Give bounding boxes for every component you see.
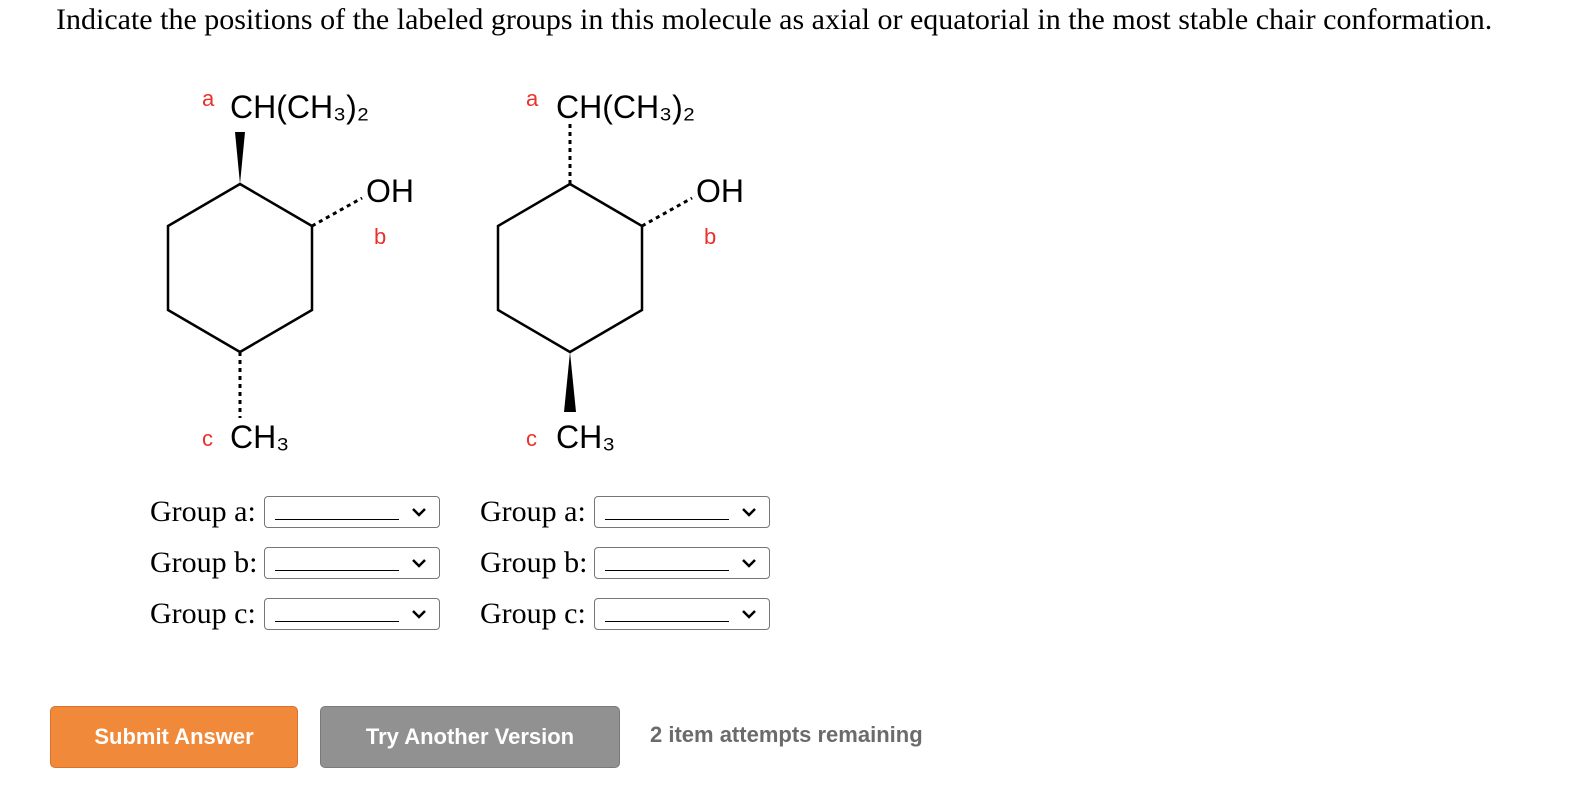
group-a-select-2[interactable] (594, 496, 770, 528)
group-c-row-1 (150, 596, 440, 632)
group-a-row-1 (150, 494, 440, 530)
chevron-down-icon (741, 555, 757, 571)
group-a-label: Group a: (480, 495, 586, 528)
group-a-select-1[interactable] (264, 496, 440, 528)
cyclohexane-ring (498, 184, 642, 352)
group-a-label: Group a: (150, 495, 256, 528)
chevron-down-icon (411, 606, 427, 622)
molecule-2 (470, 70, 790, 470)
select-value (605, 519, 729, 520)
chevron-down-icon (741, 504, 757, 520)
label-b: b (374, 224, 387, 249)
chevron-down-icon (411, 555, 427, 571)
group-b-row-2 (480, 545, 770, 581)
group-a-text: CH(CH₃)₂ (556, 89, 696, 125)
group-c-row-2 (480, 596, 770, 632)
group-c-label: Group c: (150, 597, 256, 630)
molecule-1 (140, 70, 460, 470)
group-a-text: CH(CH₃)₂ (230, 89, 370, 125)
group-c-select-2[interactable] (594, 598, 770, 630)
label-a: a (526, 86, 539, 111)
chevron-down-icon (741, 606, 757, 622)
select-value (605, 570, 729, 571)
group-a-row-2 (480, 494, 770, 530)
group-b-label: Group b: (480, 546, 588, 579)
group-c-select-1[interactable] (264, 598, 440, 630)
question-text: Indicate the positions of the labeled groups in this molecule as axial or equatorial in the most stable chair conformation. (56, 3, 1493, 36)
group-b-select-1[interactable] (264, 547, 440, 579)
group-b-text: OH (366, 173, 414, 209)
group-b-row-1 (150, 545, 440, 581)
group-c-text: CH₃ (230, 419, 290, 455)
attempts-remaining-text: 2 item attempts remaining (650, 722, 923, 747)
label-c: c (202, 426, 213, 451)
label-a: a (202, 86, 215, 111)
group-b-label: Group b: (150, 546, 258, 579)
label-c: c (526, 426, 537, 451)
try-another-version-button[interactable]: Try Another Version (320, 706, 620, 768)
select-value (605, 621, 729, 622)
cyclohexane-ring (168, 184, 312, 352)
group-c-text: CH₃ (556, 419, 616, 455)
dash-bond-icon (312, 198, 362, 226)
select-value (275, 621, 399, 622)
group-c-label: Group c: (480, 597, 586, 630)
select-value (275, 519, 399, 520)
group-b-select-2[interactable] (594, 547, 770, 579)
wedge-bond-icon (564, 352, 576, 412)
dash-bond-icon (642, 198, 692, 226)
group-b-text: OH (696, 173, 744, 209)
label-b: b (704, 224, 717, 249)
select-value (275, 570, 399, 571)
wedge-bond-icon (235, 132, 245, 184)
submit-answer-button[interactable]: Submit Answer (50, 706, 298, 768)
chevron-down-icon (411, 504, 427, 520)
